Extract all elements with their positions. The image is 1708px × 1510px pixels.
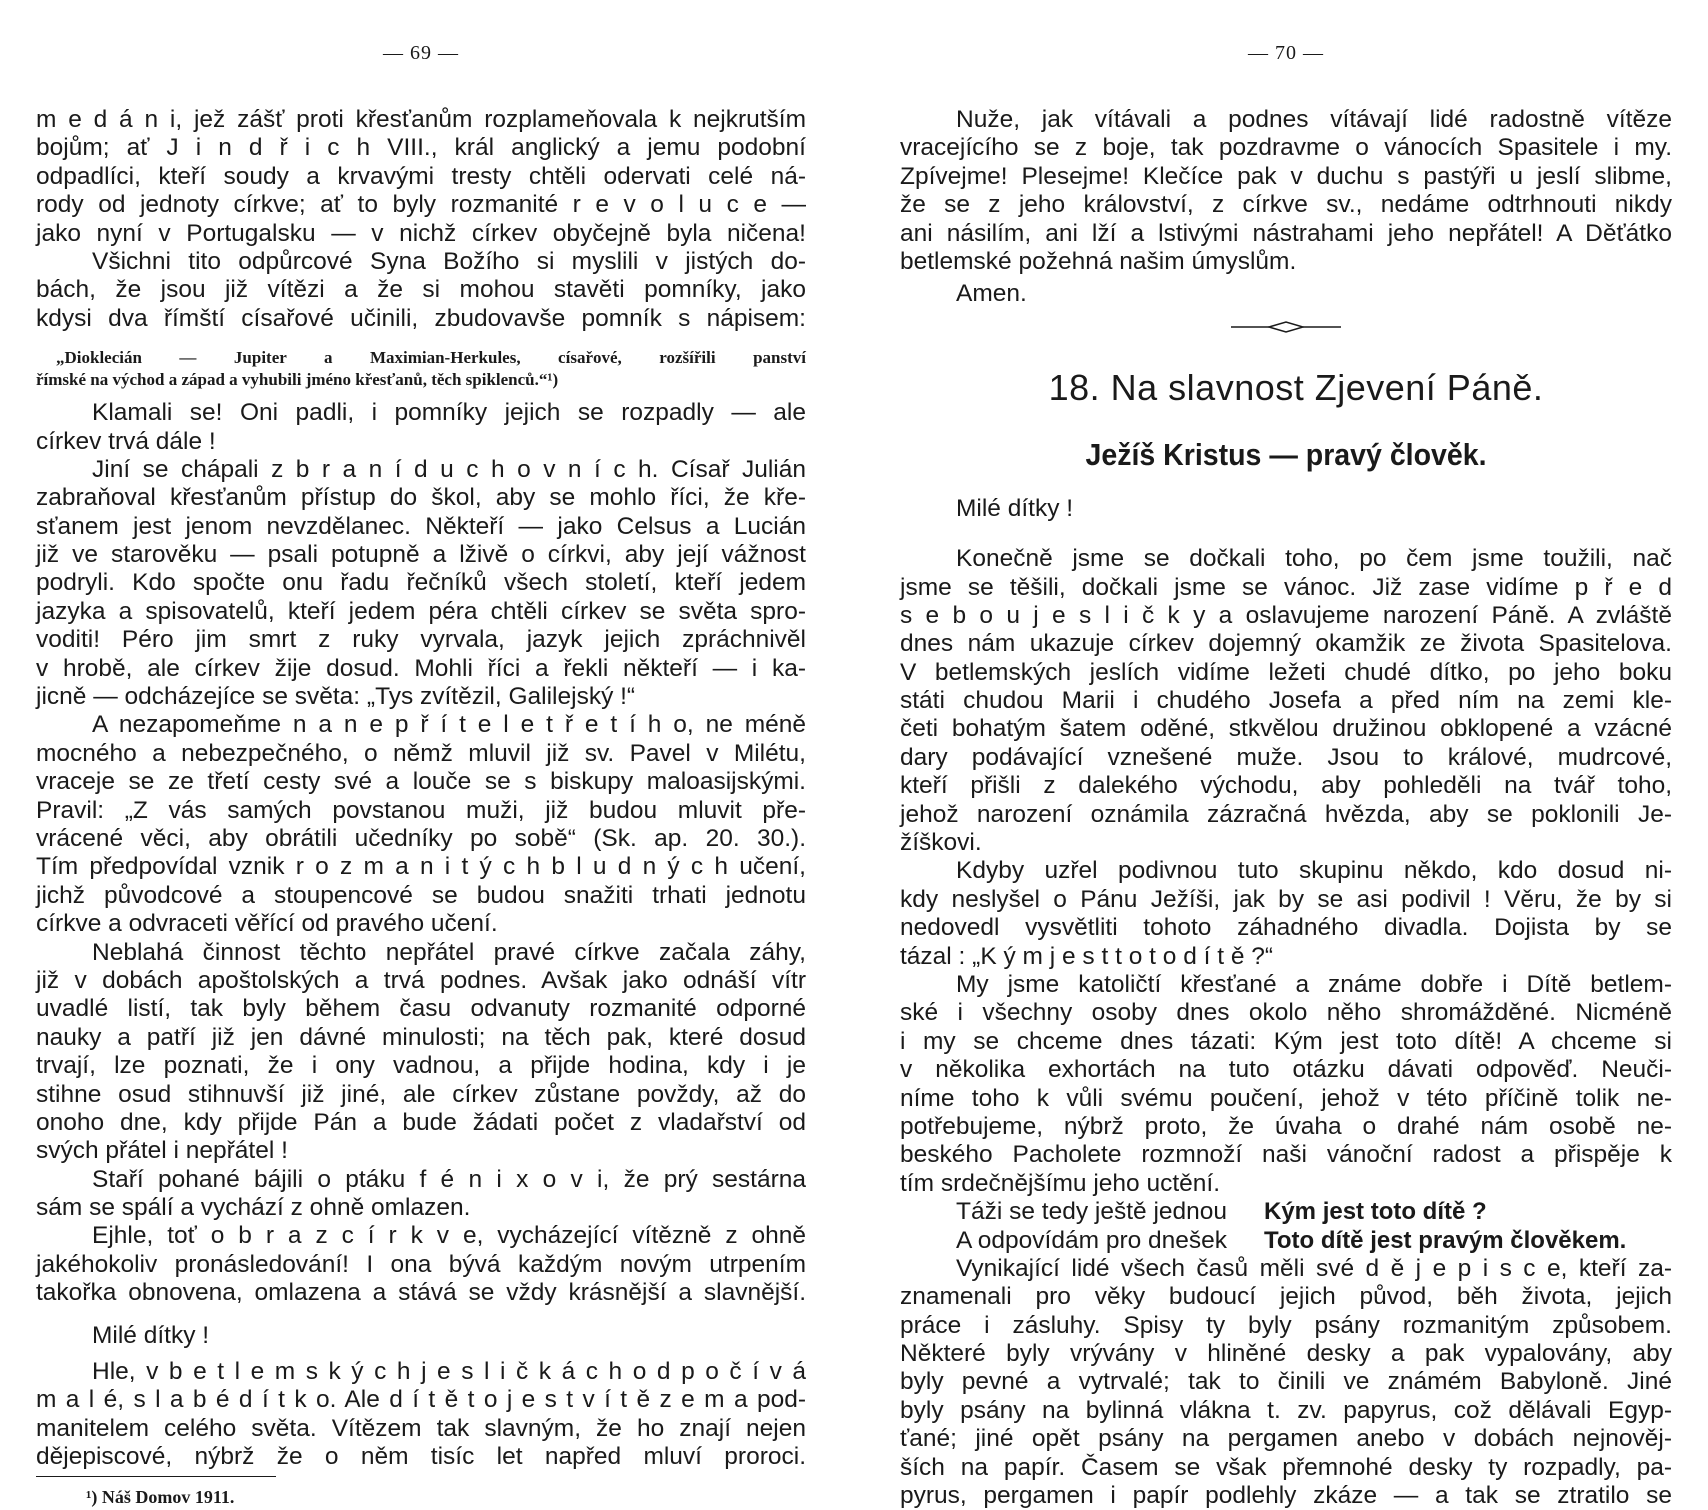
text-line: četi bohatým šatem oděné, stkvělou družinou obklopené a vzácné [900,715,1672,743]
text-line: níme toho k vůli svému poučení, jehož v této příčině tolik ne- [900,1084,1672,1112]
text-line: takořka obnovena, omlazena a stává se vždy krásnější a slavnější. [36,1279,806,1307]
footnote: ¹) Náš Domov 1911. [86,1486,235,1507]
text-line: již v dobách apoštolských a trvá podnes. Avšak jako odnáší vítr [36,966,806,994]
text-line: dary podávající vznešené muže. Jsou to králové, mudrcové, [900,743,1672,771]
text-line: že se z jeho království, z církve sv., nedáme odtrhnouti nikdy [900,191,1672,219]
text-line: s e b o u j e s l i č k y a oslavujeme narození Páně. A zvláště [900,601,1672,629]
ornament-divider-icon [900,309,1672,345]
question-bold: Kým jest toto dítě ? [1264,1198,1487,1226]
text-line: voditi! Péro jim smrt z ruky vyrvala, jazyk jejich zpráchnivěl [36,626,806,654]
page-number-left: — 69 — [383,42,459,64]
text-line: onoho dne, kdy přijde Pán a bude žádati počet z vladařství od [36,1108,806,1136]
inscription-quote: „Dioklecián — Jupiter a Maximian-Herkules, císařové, rozšířili panství [56,348,806,368]
text-line: jicně — odcházejíce se světa: „Tys zvítězil, Galilejský !“ [36,683,636,711]
text-line: Nuže, jak vítávali a podnes vítávají lidé radostně vítěze [956,106,1672,133]
text-line: trvají, lze poznati, že i ony vadnou, a přijde hodina, kdy i je [36,1052,806,1080]
left-page-body [36,106,806,1509]
text-line: vraceje se ze třetí cesty své a louče se s biskupy maloasijskými. [36,768,806,796]
text-line: uvadlé listí, tak byly během času odvanuty rozmanité odporné [36,995,806,1023]
text-line: Konečně jsme se dočkali toho, po čem jsme toužili, nač [956,545,1672,573]
text-line: práce i zásluhy. Spisy ty byly psány rozmanitým způsobem. [900,1311,1672,1339]
text-line: Tím předpovídal vznik r o z m a n i t ý c h b l u d n ý c h učení, [36,853,806,881]
text-line: již ve starověku — psali potupně a lživě o církvi, aby její vážnost [36,541,806,569]
text-line: V betlemských jeslích vidíme ležeti chudé dítko, po jeho boku [900,658,1672,686]
text-line: kteří přišli z dalekého východu, aby pohleděli na tvář toho, [900,772,1672,800]
page-number-right: — 70 — [1248,42,1324,64]
text-line: mocného a nebezpečného, o němž mluvil již sv. Pavel v Milétu, [36,739,806,767]
text-line: Hle, v b e t l e m s k ý c h j e s l i č k á c h o d p o č í v á [92,1358,806,1386]
answer-lead: A odpovídám pro dnešek [956,1226,1228,1254]
text-line: Neblahá činnost těchto nepřátel pravé církve začala záhy, [92,938,806,966]
text-line: Pravil: „Z vás samých povstanou muži, již budou mluvit pře- [36,796,806,824]
amen-line: Amen. [956,280,1027,308]
question-line [900,1198,1672,1226]
text-line: beského Pacholete rozmnoží naši vánoční radost a přispěje k [900,1141,1672,1169]
text-line: Některé byly vrývány v hliněné desky a pak vypalovány, aby [900,1340,1672,1368]
text-line: Staří pohané bájili o ptáku f é n i x o v i, že prý sestárna [92,1165,806,1193]
left-page [36,0,806,1507]
text-line: kdy neslyšel o Pánu Ježíši, jak by se asi podivil ! Věru, že by si [900,885,1672,913]
text-line: byly pevné a vytrvalé; tak to činili ve známém Babyloně. Jiné [900,1368,1672,1396]
right-page [900,0,1672,1510]
text-line: nedovedl vysvětliti tohoto záhadného divadla. Dojista by se [900,914,1672,942]
text-line: v hrobě, ale církev žije dosud. Mohli říci a řekli někteří — i ka- [36,654,806,682]
footnote-rule [36,1476,276,1477]
answer-bold: Toto dítě jest pravým člověkem. [1264,1226,1627,1254]
text-line: i my se chceme dnes tázati: Kým jest toto dítě! A chceme si [900,1027,1672,1055]
text-line: Ejhle, toť o b r a z c í r k v e, vycházející vítězně z ohně [92,1222,806,1250]
text-line: podryli. Kdo spočte onu řadu řečníků všech století, kteří jedem [36,569,806,597]
text-line: sťanem jest jenom nevzdělanec. Někteří — jako Celsus a Lucián [36,512,806,540]
text-line: tázal : „K ý m j e s t t o t o d í t ě ?“ [900,942,1274,970]
text-line: tím srdečnějšímu jeho uctění. [900,1169,1221,1197]
chapter-subtitle: Ježíš Kristus — pravý člověk. [1085,436,1487,472]
text-line: bojům; ať J i n d ř i c h VIII., král anglický a jemu podobní [36,134,806,162]
text-line: dějepiscové, nýbrž že o něm tisíc let napřed mluví proroci. [36,1443,806,1471]
text-line: pyrus, pergamen i papír podlehly zkáze — a tak se ztratilo se [900,1482,1672,1510]
text-line: svých přátel i nepřátel ! [36,1137,288,1165]
text-line: ťané; jiné opět psány na pergamen anebo v dobách nejnověj- [900,1425,1672,1453]
text-line: jsme se těšili, dočkali jsme se vánoc. Již zase vidíme p ř e d [900,573,1672,601]
text-line: ské i všechny osoby dnes okolo něho shromážděné. Nicméně [900,999,1672,1027]
answer-line [900,1227,1672,1255]
question-lead: Táži se tedy ještě jednou [956,1198,1228,1226]
right-page-body [900,106,1672,1510]
text-line: stihne osud stihnuvší již jiné, ale církev zůstane povždy, až do [36,1080,806,1108]
text-line: Kdyby uzřel podivnou tuto skupinu někdo, kdo dosud ni- [956,857,1672,885]
inscription-quote: římské na východ a západ a vyhubili jméno křesťanů, těch spiklenců.“¹) [36,370,559,390]
text-line: vracejícího se z boje, tak pozdravme o vánocích Spasitele i my. [900,134,1672,162]
chapter-title: 18. Na slavnost Zjevení Páně. [1048,366,1544,408]
text-line: Všichni tito odpůrcové Syna Božího si myslili v jistých do- [92,247,806,275]
text-line: Zpívejme! Plesejme! Klečíce pak v duchu s pastýři u jeslí slibme, [900,162,1672,190]
text-line: manitelem celého světa. Vítězem tak slavným, že ho znají nejen [36,1414,806,1442]
text-line: m a l é, s l a b é d í t k o. Ale d í t ě t o j e s t v í t ě z e m a pod- [36,1386,806,1414]
text-line: v několika exhortách na tuto otázku dávati odpověď. Neuči- [900,1056,1672,1084]
salutation: Milé dítky ! [956,494,1074,522]
text-line: jako nyní v Portugalsku — v nichž církev obyčejně byla ničena! [36,219,806,247]
text-line: vrácené věci, aby obrátili učedníky po sobě“ (Sk. ap. 20. 30.). [36,824,806,852]
text-line: církev trvá dále ! [36,427,216,455]
text-line: A nezapomeňme n a n e p ř í t e l e t ř e t í h o, ne méně [92,711,806,739]
text-line: dnes nám ukazuje církev dojemný okamžik ze života Spasitelova. [900,630,1672,658]
text-line: ších na papír. Časem se však přemnohé desky ty rozpadly, pa- [900,1453,1672,1481]
text-line: jichž původcové a stoupencové se budou snažiti trhati jednotu [36,881,806,909]
text-line: Klamali se! Oni padli, i pomníky jejich se rozpadly — ale [92,399,806,427]
text-line: církve a odvraceti věřící od pravého učení. [36,910,498,938]
text-line: jehož narození oznámila zázračná hvězda, aby se poklonili Je- [900,800,1672,828]
text-line: rody od jednoty církve; ať to byly rozmanité r e v o l u c e — [36,191,806,219]
text-line: bách, že jsou již vítězi a že si mohou stavěti pomníky, jako [36,276,806,304]
text-line: odpadlíci, kteří soudy a krvavými tresty chtěli odervati celé ná- [36,162,806,190]
text-line: betlemské požehná našim úmyslům. [900,247,1297,275]
text-line: státi chudou Marii i chudého Josefa a před ním na zemi kle- [900,687,1672,715]
text-line: Vynikající lidé všech časů měli své d ě j e p i s c e, kteří za- [956,1254,1672,1282]
text-line: jakéhokoliv pronásledování! I ona bývá každým novým utrpením [36,1250,806,1278]
text-line: byly psány na bylinná vlákna t. zv. papyrus, což dělávali Egyp- [900,1396,1672,1424]
text-line: My jsme katoličtí křesťané a známe dobře i Dítě betlem- [956,970,1672,998]
text-line: kdysi dva římští císařové učinili, zbudovavše pomník s nápisem: [36,304,806,332]
text-line: ani násilím, ani lží a lstivými nástrahami jeho nepřátel! A Děťátko [900,219,1672,247]
text-line: žíškovi. [900,829,982,857]
text-line: m e d á n i, jež zášť proti křesťanům rozplameňovala k nejkrutším [36,106,806,133]
text-line: jazyka a spisovatelů, kteří jedem péra chtěli církev se světa spro- [36,597,806,625]
salutation: Milé dítky ! [92,1321,210,1349]
text-line: sám se spálí a vychází z ohně omlazen. [36,1194,471,1222]
text-line: Jiní se chápali z b r a n í d u c h o v n í c h. Císař Julián [92,455,806,483]
text-line: znamenali pro věky budoucí jejich původ, běh života, jejich [900,1283,1672,1311]
text-line: potřebujeme, nýbrž proto, že úvaha o drahé nám osobě ne- [900,1112,1672,1140]
text-line: nauky a patří již jen dávné minulosti; na těch pak, které dosud [36,1023,806,1051]
text-line: zabraňoval křesťanům přístup do škol, aby se mohlo říci, že kře- [36,484,806,512]
